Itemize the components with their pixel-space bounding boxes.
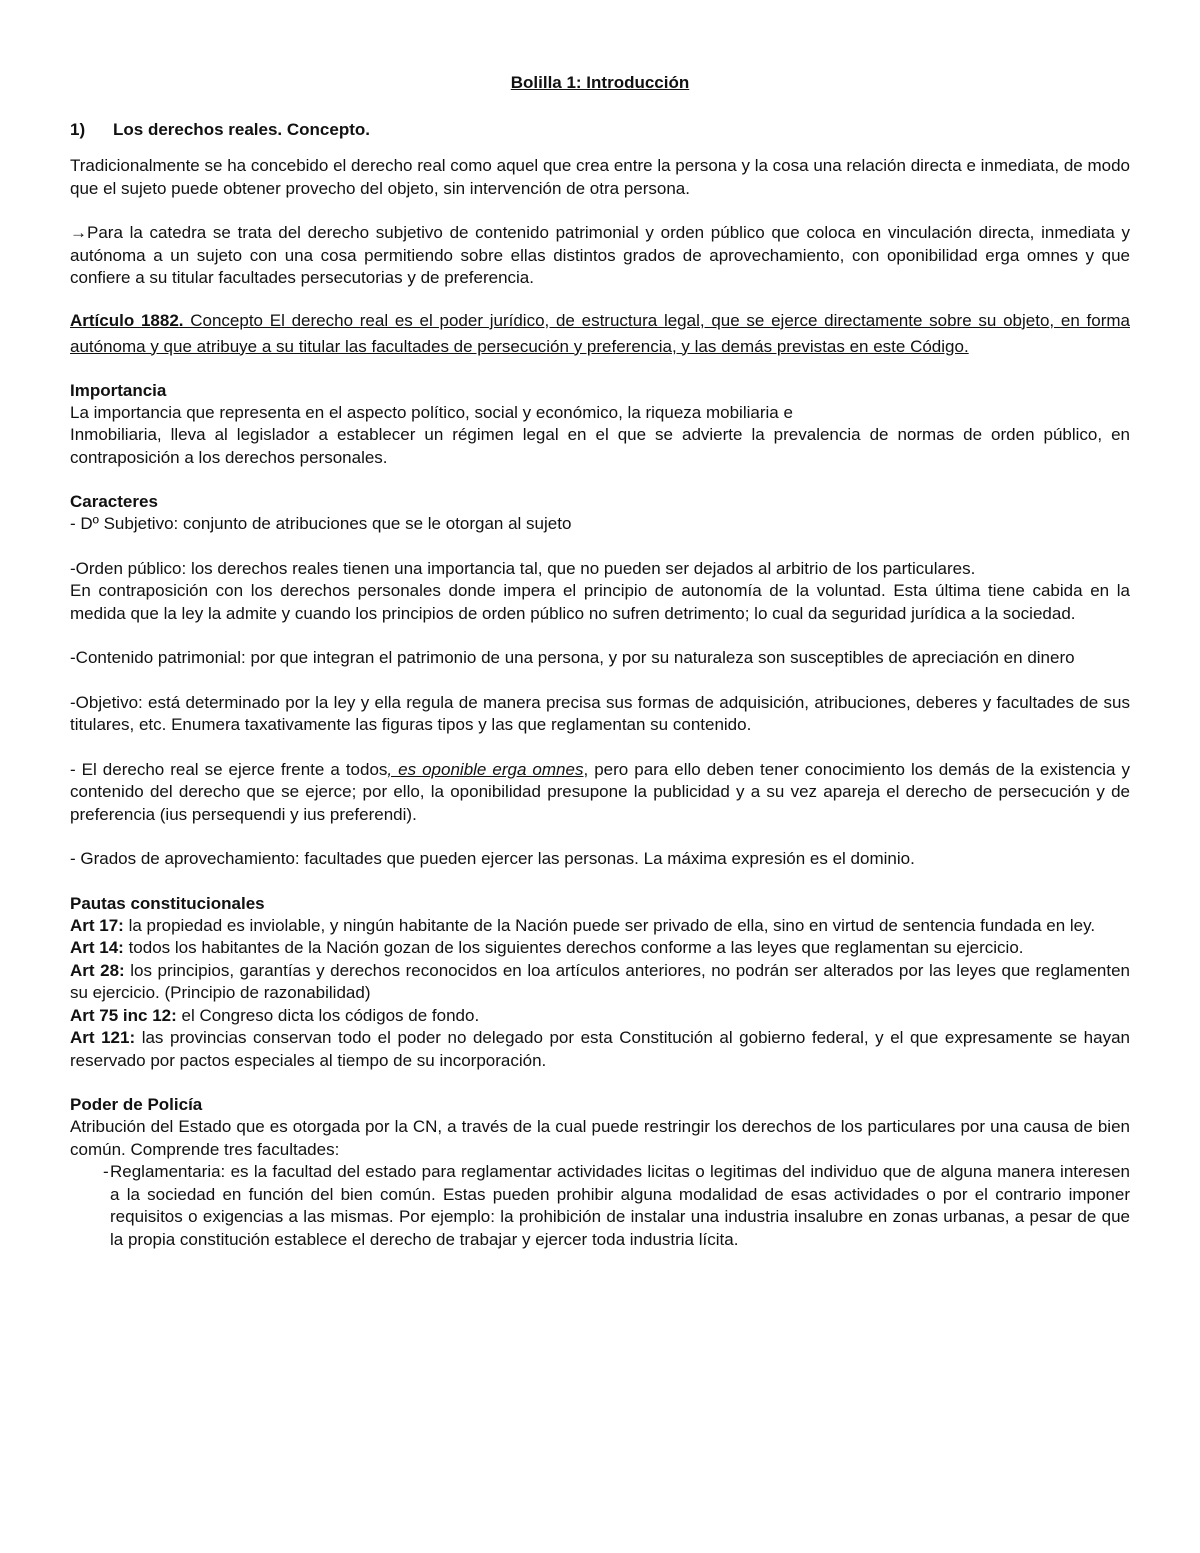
pauta-text: todos los habitantes de la Nación gozan de los siguientes derechos conforme a las leyes que reglamentan su ejercicio. [123, 938, 1024, 957]
caracter-orden-publico: -Orden público: los derechos reales tienen una importancia tal, que no pueden ser dejados al arbitrio de los particulares. [70, 558, 976, 578]
page-title: Bolilla 1: Introducción [510, 73, 690, 92]
caracter-orden-publico-2: En contraposición con los derechos personales donde impera el principio de autonomía de la voluntad. Esta última tiene cabida en la medida que la ley la admite y cuando los principios de orden público no sufren detrimento; lo cual da seguridad jurídica a la sociedad. [70, 581, 1130, 623]
pauta-label: Art 75 inc 12: [70, 1005, 177, 1025]
heading-poder-policia: Poder de Policía [70, 1095, 203, 1114]
poder-intro: Atribución del Estado que es otorgada por la CN, a través de la cual puede restringir los derechos de los particulares por una causa de bien común. Comprende tres facultades: [70, 1117, 1130, 1159]
bullet-text: Reglamentaria: es la facultad del estado para reglamentar actividades licitas o legitimas del individuo que de alguna manera interesen a la sociedad en función del bien común. Estas pueden prohibir alguna modalidad de esas actividades o por el contrario imponer requisitos o exigencias a las mismas. Por ejemplo: la prohibición de instalar una industria insalubre en zonas urbanas, a pesar de que la propia constitución establece el derecho de trabajar y ejercer toda industria lícita. [110, 1162, 1130, 1249]
erga-omnes-text-a: - El derecho real se ejerce frente a todos [70, 759, 388, 779]
heading-pautas: Pautas constitucionales [70, 893, 265, 913]
erga-omnes-emphasis: , es oponible erga omnes [387, 759, 584, 779]
articulo-label: Artículo 1882. [70, 310, 184, 330]
caracter-grados: - Grados de aprovechamiento: facultades que pueden ejercer las personas. La máxima expresión es el dominio. [70, 849, 915, 868]
pauta-text: el Congreso dicta los códigos de fondo. [176, 1005, 480, 1025]
pauta-item [70, 960, 1130, 1005]
section-title: Los derechos reales. Concepto. [113, 120, 370, 139]
caracter-erga-omnes [70, 759, 1130, 827]
erga-omnes-text-c: , pero para ello deben tener conocimiento los demás de la existencia y contenido del derecho que se ejerce; por ello, la oponibilidad presupone la publicidad y a su vez apareja el derecho de persecución y de preferencia (ius persequendi y ius preferendi). [70, 759, 1130, 824]
document-page [70, 66, 1130, 1251]
pauta-item [70, 937, 1130, 960]
list-item [70, 1161, 1130, 1251]
pauta-text: las provincias conservan todo el poder no delegado por esta Constitución al gobierno federal, y el que expresamente se hayan reservado por pactos especiales al tiempo de su incorporación. [70, 1028, 1130, 1070]
pauta-item [70, 1005, 1130, 1028]
section-heading [70, 119, 1130, 141]
caracter-objetivo: -Objetivo: está determinado por la ley y ella regula de manera precisa sus formas de adquisición, atribuciones, deberes y facultades de sus titulares, etc. Enumera taxativamente las figuras tipos y las que reglamentan su contenido. [70, 692, 1130, 734]
heading-caracteres: Caracteres [70, 492, 158, 511]
section-number: 1) [70, 120, 86, 139]
poder-list [70, 1161, 1130, 1251]
paragraph-tradicional: Tradicionalmente se ha concebido el derecho real como aquel que crea entre la persona y la cosa una relación directa e inmediata, de modo que el sujeto puede obtener provecho del objeto, sin intervención de otra persona. [70, 156, 1130, 198]
importancia-line2: Inmobiliaria, lleva al legislador a establecer un régimen legal en el que se advierte la prevalencia de normas de orden público, en contraposición a los derechos personales. [70, 425, 1130, 467]
pauta-item [70, 915, 1130, 938]
caracter-subjetivo: - Dº Subjetivo: conjunto de atribuciones que se le otorgan al sujeto [70, 514, 572, 533]
articulo-text: Concepto El derecho real es el poder jurídico, de estructura legal, que se ejerce directamente sobre su objeto, en forma autónoma y que atribuye a su titular las facultades de persecución y preferencia, y las demás previstas en este Código. [70, 310, 1130, 356]
bullet-dash: - [103, 1162, 109, 1181]
articulo-1882 [70, 308, 1130, 360]
importancia-line1: La importancia que representa en el aspecto político, social y económico, la riqueza mobiliaria e [70, 402, 793, 422]
pauta-label: Art 14: [70, 938, 124, 957]
pauta-text: la propiedad es inviolable, y ningún habitante de la Nación puede ser privado de ella, sino en virtud de sentencia fundada en ley. [123, 915, 1096, 935]
pauta-label: Art 28: [70, 960, 125, 980]
pauta-text: los principios, garantías y derechos reconocidos en loa artículos anteriores, no podrán ser alterados por las leyes que reglamenten su ejercicio. (Principio de razonabilidad) [70, 960, 1130, 1002]
pauta-label: Art 121: [70, 1028, 136, 1047]
heading-importancia: Importancia [70, 380, 167, 400]
paragraph-catedra: →Para la catedra se trata del derecho subjetivo de contenido patrimonial y orden público que coloca en vinculación directa, inmediata y autónoma a un sujeto con una cosa permitiendo sobre ellas distintos grados de aprovechamiento, con oponibilidad erga omnes y que confiere a su titular facultades persecutorias y de preferencia. [70, 223, 1130, 287]
caracter-contenido-patrimonial: -Contenido patrimonial: por que integran el patrimonio de una persona, y por su naturaleza son susceptibles de apreciación en dinero [70, 648, 1075, 667]
pauta-item [70, 1027, 1130, 1072]
pauta-label: Art 17: [70, 915, 124, 935]
